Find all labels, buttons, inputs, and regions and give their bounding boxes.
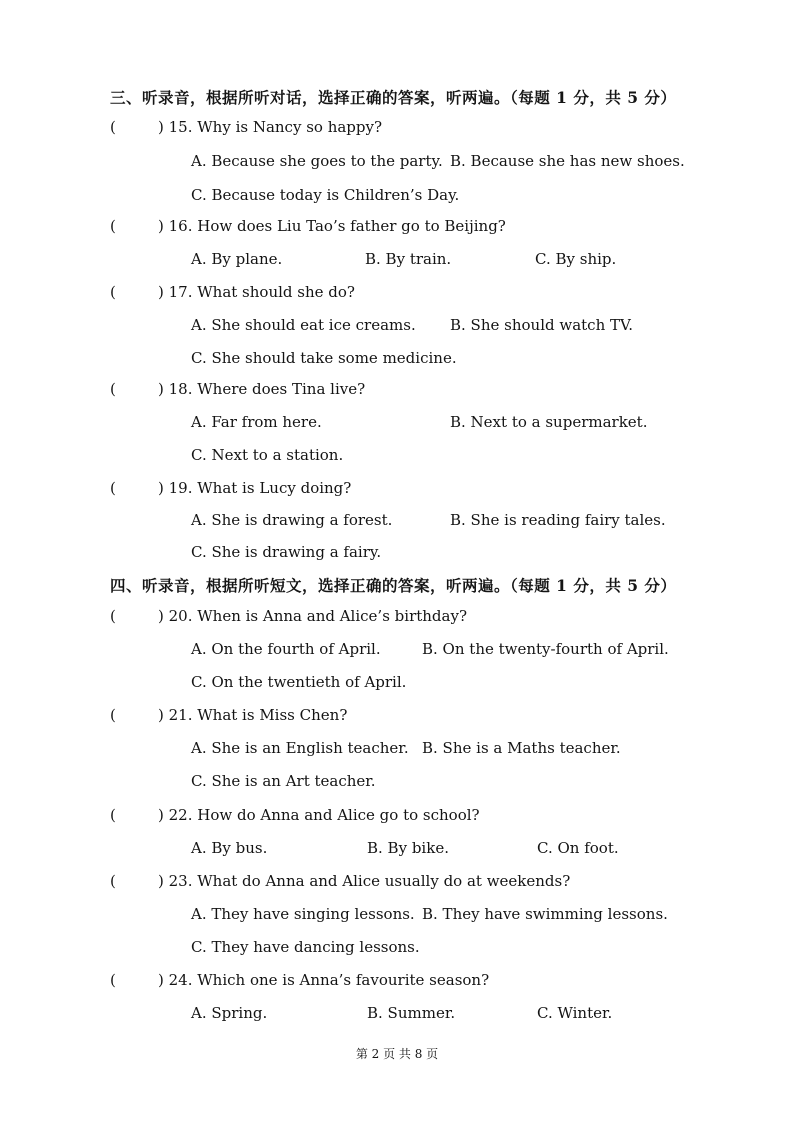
question-stem: ) 24. Which one is Anna’s favourite season?: [158, 971, 490, 989]
question-24: [110, 971, 489, 989]
answer-paren[interactable]: (: [110, 380, 116, 398]
question-18: [110, 380, 365, 398]
option-c: C. Winter.: [537, 1004, 613, 1022]
option-c: C. Next to a station.: [191, 446, 344, 464]
answer-paren[interactable]: (: [110, 479, 116, 497]
question-20: [110, 607, 467, 625]
option-a: A. Spring.: [191, 1004, 268, 1022]
answer-paren[interactable]: (: [110, 872, 116, 890]
option-a: A. Far from here.: [191, 413, 322, 431]
question-stem: ) 21. What is Miss Chen?: [158, 706, 348, 724]
option-c: C. Because today is Children’s Day.: [191, 186, 460, 204]
option-c: C. On the twentieth of April.: [191, 673, 407, 691]
option-c: C. By ship.: [535, 250, 617, 268]
option-b: B. By train.: [365, 250, 452, 268]
option-b: B. They have swimming lessons.: [422, 905, 668, 923]
question-stem: ) 20. When is Anna and Alice’s birthday?: [158, 607, 467, 625]
question-16: [110, 217, 506, 235]
answer-paren[interactable]: (: [110, 706, 116, 724]
option-a: A. She is an English teacher.: [191, 739, 409, 757]
option-b: B. She is reading fairy tales.: [450, 511, 666, 529]
option-a: A. They have singing lessons.: [191, 905, 415, 923]
answer-paren[interactable]: (: [110, 118, 116, 136]
question-stem: ) 22. How do Anna and Alice go to school?: [158, 806, 480, 824]
question-17: [110, 283, 355, 301]
question-19: [110, 479, 351, 497]
answer-paren[interactable]: (: [110, 607, 116, 625]
option-c: C. On foot.: [537, 839, 619, 857]
question-23: [110, 872, 570, 890]
option-b: B. Summer.: [367, 1004, 456, 1022]
option-c: C. She should take some medicine.: [191, 349, 457, 367]
question-stem: ) 15. Why is Nancy so happy?: [158, 118, 383, 136]
option-a: A. By bus.: [191, 839, 268, 857]
answer-paren[interactable]: (: [110, 971, 116, 989]
option-a: A. By plane.: [191, 250, 283, 268]
question-stem: ) 19. What is Lucy doing?: [158, 479, 352, 497]
option-c: C. They have dancing lessons.: [191, 938, 420, 956]
option-b: B. Next to a supermarket.: [450, 413, 648, 431]
answer-paren[interactable]: (: [110, 283, 116, 301]
question-stem: ) 18. Where does Tina live?: [158, 380, 366, 398]
question-stem: ) 23. What do Anna and Alice usually do at weekends?: [158, 872, 571, 890]
option-a: A. Because she goes to the party.: [191, 152, 443, 170]
option-b: B. On the twenty-fourth of April.: [422, 640, 669, 658]
question-15: [110, 118, 382, 136]
answer-paren[interactable]: (: [110, 806, 116, 824]
option-c: C. She is an Art teacher.: [191, 772, 376, 790]
question-21: [110, 706, 347, 724]
option-b: B. She is a Maths teacher.: [422, 739, 621, 757]
section-4-title: 四、听录音，根据所听短文，选择正确的答案，听两遍。（每题 1 分，共 5 分）: [110, 576, 677, 595]
answer-paren[interactable]: (: [110, 217, 116, 235]
section-3-title: 三、听录音，根据所听对话，选择正确的答案，听两遍。（每题 1 分，共 5 分）: [110, 88, 677, 107]
option-b: B. By bike.: [367, 839, 449, 857]
option-a: A. She should eat ice creams.: [191, 316, 416, 334]
option-c: C. She is drawing a fairy.: [191, 543, 382, 561]
question-22: [110, 806, 480, 824]
option-b: B. She should watch TV.: [450, 316, 633, 334]
option-a: A. She is drawing a forest.: [191, 511, 393, 529]
question-stem: ) 16. How does Liu Tao’s father go to Beijing?: [158, 217, 506, 235]
option-b: B. Because she has new shoes.: [450, 152, 685, 170]
page-number: 第 2 页 共 8 页: [355, 1047, 439, 1061]
option-a: A. On the fourth of April.: [191, 640, 381, 658]
question-stem: ) 17. What should she do?: [158, 283, 355, 301]
